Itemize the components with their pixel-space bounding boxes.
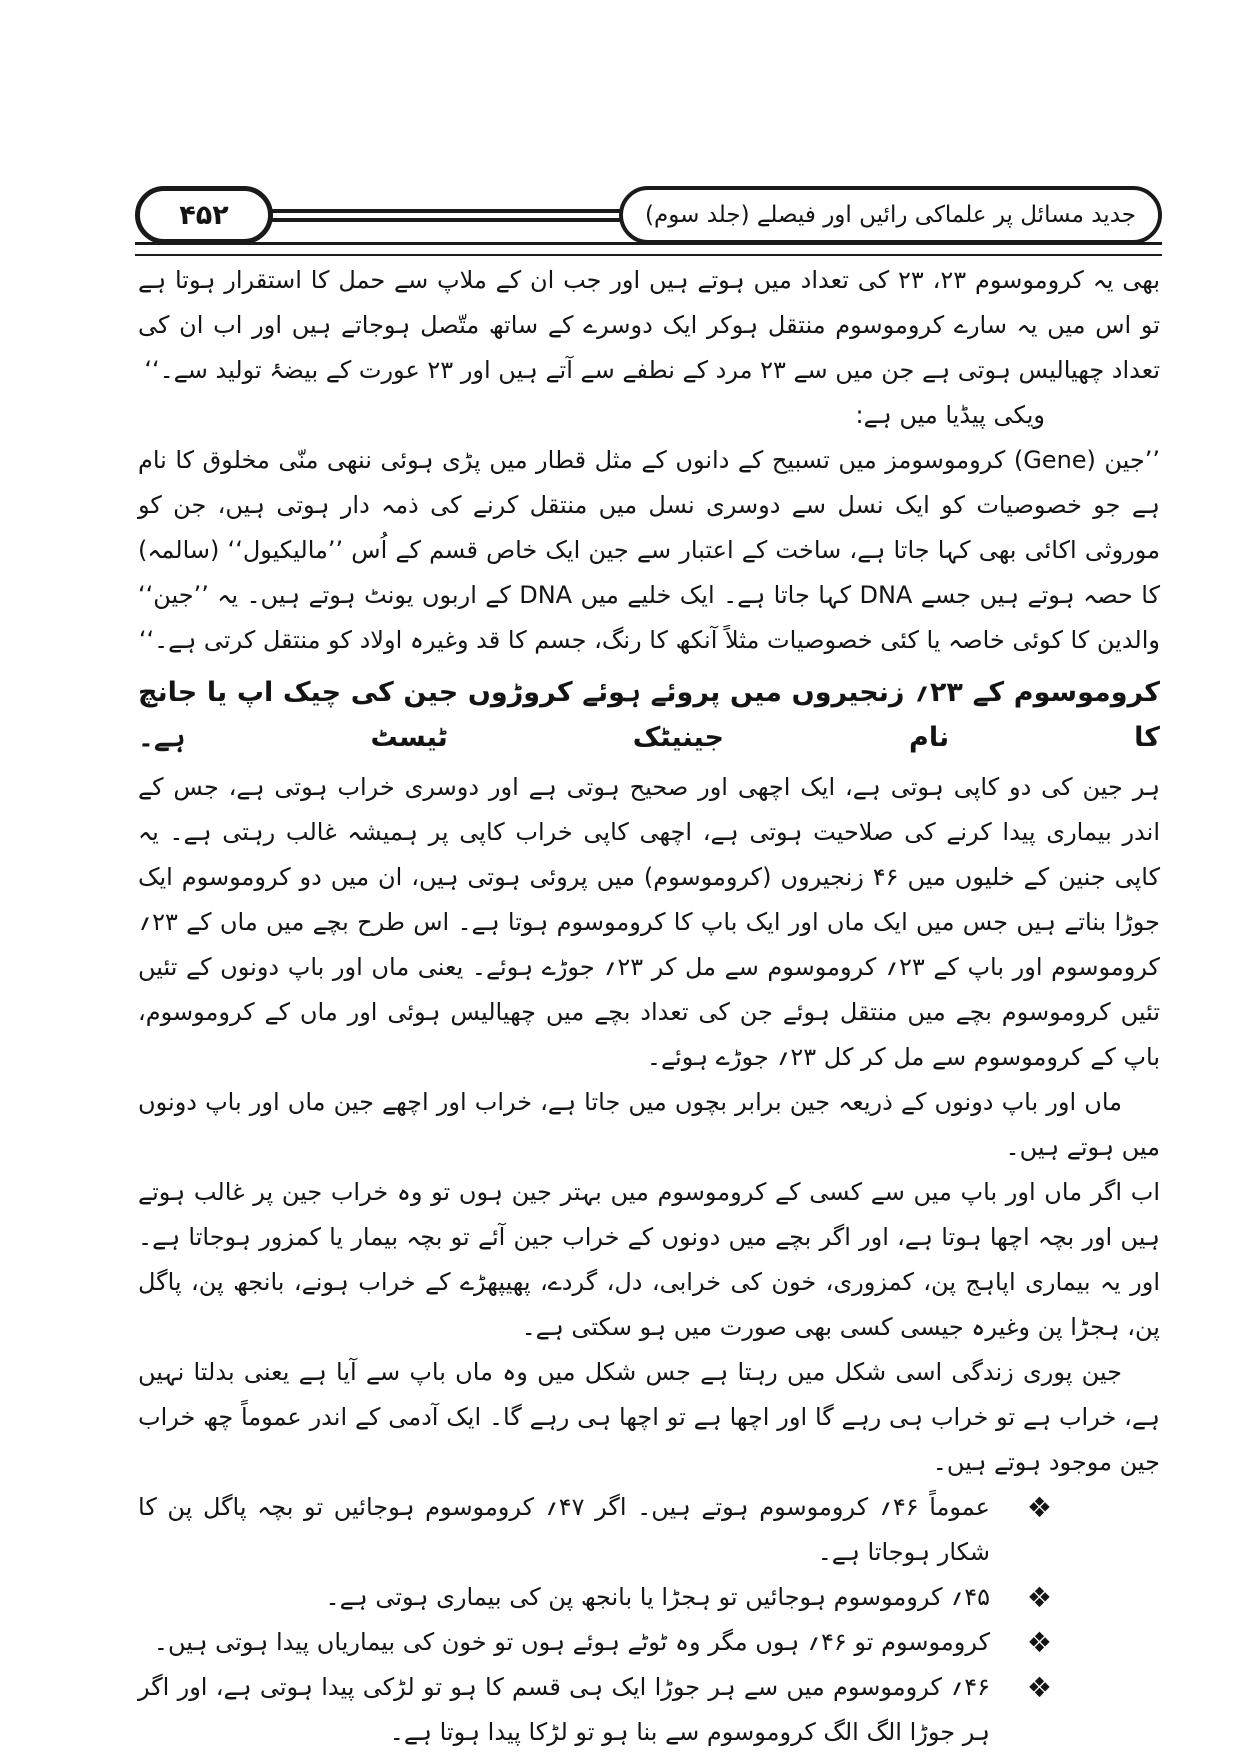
bullet-item-45-chromosomes (138, 1575, 1052, 1620)
page-number-badge (135, 186, 273, 244)
paragraph-genes-from-parents: ماں اور باپ دونوں کے ذریعہ جین برابر بچوں میں جاتا ہے، خراب اور اچھے جین ماں اور باپ دونوں میں ہوتے ہیں۔ (138, 1088, 1160, 1161)
wikipedia-lead-line: ویکی پیڈیا میں ہے: (855, 401, 1045, 429)
bullet-text: کروموسوم تو ۴۶؍ ہوں مگر وہ ٹوٹے ہوئے ہوں تو خون کی بیماریاں پیدا ہوتی ہیں۔ (153, 1628, 990, 1656)
bullet-item-46-47-chromosomes (138, 1485, 1052, 1575)
book-title: جدید مسائل پر علماکی رائیں اور فیصلے (جلد سوم) (645, 202, 1136, 228)
bullet-item-pair-types (138, 1665, 1052, 1754)
diamond-bullet-icon: ❖ (1026, 1581, 1052, 1614)
bullet-text: عموماً ۴۶؍ کروموسوم ہوتے ہیں۔ اگر ۴۷؍ کروموسوم ہوجائیں تو بچہ پاگل پن کا شکار ہوجاتا ہے۔ (138, 1493, 991, 1566)
paragraph-dominant-genes: اب اگر ماں اور باپ میں سے کسی کے کروموسوم میں بہتر جین ہوں تو وہ خراب جین پر غالب ہوتے ہیں اور بچہ اچھا ہوتا ہے، اور اگر بچے میں دونوں کے خراب جین آئے تو بچہ بیمار یا کمزور ہوجاتا ہے۔ اور یہ بیماری اپاہج پن، کمزوری، خون کی خرابی، دل، گردے، پھیپھڑے کے خراب ہونے، بانجھ پن، پاگل پن، ہجڑا پن وغیرہ جیسی کسی بھی صورت میں ہو سکتی ہے۔ (138, 1178, 1160, 1341)
page-body (138, 258, 1160, 1754)
paragraph-gene-copies: ہر جین کی دو کاپی ہوتی ہے، ایک اچھی اور صحیح ہوتی ہے اور دوسری خراب ہوتی ہے، جس کے اندر بیماری پیدا کرنے کی صلاحیت ہوتی ہے، اچھی کاپی خراب کاپی پر ہمیشہ غالب رہتی ہے۔ یہ کاپی جنین کے خلیوں میں ۴۶ زنجیروں (کروموسوم) میں پروئی ہوتی ہیں، ان میں دو کروموسوم ایک جوڑا بناتے ہیں جس میں ایک ماں اور ایک باپ کا کروموسوم ہوتا ہے۔ اس طرح بچے میں ماں کے ۲۳؍ کروموسوم اور باپ کے ۲۳؍ کروموسوم سے مل کر ۲۳؍ جوڑے ہوئے۔ یعنی ماں اور باپ دونوں کے تئیں تئیں کروموسوم بچے میں منتقل ہوئے جن کی تعداد بچے میں چھیالیس ہوئی اور ماں کے کروموسوم، باپ کے کروموسوم سے مل کر کل ۲۳؍ جوڑے ہوئے۔ (138, 773, 1160, 1071)
header-connector-line (270, 209, 622, 222)
page-number: ۴۵۲ (179, 199, 229, 231)
section-heading-genetic-test: کروموسوم کے ۲۳؍ زنجیروں میں پروئے ہوئے کروڑوں جین کی چیک اپ یا جانچ کا نام جینیٹک ٹیسٹ ہے۔ (138, 677, 1160, 753)
page-header (135, 186, 1162, 244)
paragraph-gene-lifelong: جین پوری زندگی اسی شکل میں رہتا ہے جس شکل میں وہ ماں باپ سے آیا ہے یعنی بدلتا نہیں ہے، خراب ہے تو خراب ہی رہے گا اور اچھا ہے تو اچھا ہی رہے گا۔ ایک آدمی کے اندر عموماً چھ خراب جین موجود ہوتے ہیں۔ (138, 1358, 1160, 1476)
book-title-badge (619, 186, 1162, 244)
bullet-list (138, 1485, 1160, 1754)
diamond-bullet-icon: ❖ (1026, 1491, 1052, 1524)
diamond-bullet-icon: ❖ (1026, 1626, 1052, 1659)
bullet-text: ۴۵؍ کروموسوم ہوجائیں تو ہجڑا یا بانجھ پن کی بیماری ہوتی ہے۔ (325, 1583, 990, 1611)
diamond-bullet-icon: ❖ (1026, 1671, 1052, 1704)
bullet-text: ۴۶؍ کروموسوم میں سے ہر جوڑا ایک ہی قسم کا ہو تو لڑکی پیدا ہوتی ہے، اور اگر ہر جوڑا الگ الگ کروموسوم سے بنا ہو تو لڑکا پیدا ہوتا ہے۔ (138, 1673, 990, 1746)
paragraph-chromosome-intro: بھی یہ کروموسوم ۲۳، ۲۳ کی تعداد میں ہوتے ہیں اور جب ان کے ملاپ سے حمل کا استقرار ہوتا ہے تو اس میں یہ سارے کروموسوم منتقل ہوکر ایک دوسرے کے ساتھ متّصل ہوجاتے ہیں اور اب ان کی تعداد چھیالیس ہوتی ہے جن میں سے ۲۳ مرد کے نطفے سے آتے ہیں اور ۲۳ عورت کے بیضۂ تولید سے۔‘‘ (138, 266, 1161, 384)
header-divider (135, 242, 1162, 256)
paragraph-wikipedia-quote: ’’جین (Gene) کروموسومز میں تسبیح کے دانوں کے مثل قطار میں پڑی ہوئی ننھی منّی مخلوق کا نام ہے جو خصوصیات کو ایک نسل سے دوسری نسل میں منتقل کرنے کی ذمہ دار ہوتی ہیں، جن کو موروثی اکائی بھی کہا جاتا ہے، ساخت کے اعتبار سے جین ایک خاص قسم کے اُس ’’مالیکیول‘‘ (سالمہ) کا حصہ ہوتے ہیں جسے DNA کہا جاتا ہے۔ ایک خلیے میں DNA کے اربوں یونٹ ہوتے ہیں۔ یہ ’’جین‘‘ والدین کا کوئی خاصہ یا کئی خصوصیات مثلاً آنکھ کا رنگ، جسم کا قد وغیرہ اولاد کو منتقل کرتی ہے۔‘‘ (138, 446, 1161, 654)
bullet-item-broken-chromosomes (138, 1620, 1052, 1665)
